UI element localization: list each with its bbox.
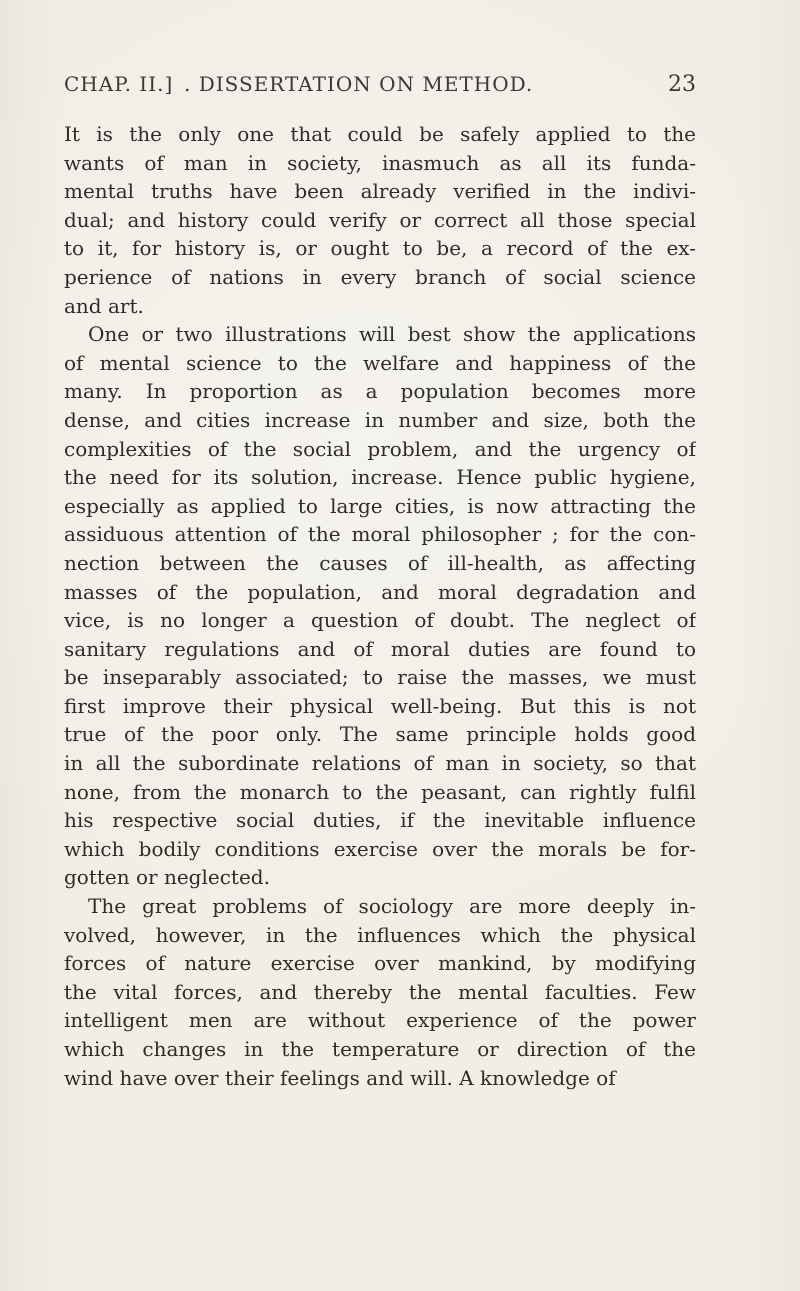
text-line: none, from the monarch to the peasant, can rightly fulfil [64, 779, 696, 804]
text-line: true of the poor only. The same principle holds good [64, 722, 696, 747]
running-header [64, 72, 696, 106]
text-line: assiduous attention of the moral philosopher ; for the con- [64, 522, 696, 547]
body-text [64, 120, 696, 1092]
text-line: dense, and cities increase in number and size, both the [64, 407, 696, 432]
text-line: gotten or neglected. [64, 865, 270, 890]
text-line: be inseparably associated; to raise the masses, we must [64, 665, 696, 690]
text-line: mental truths have been already verified in the indivi- [64, 179, 696, 204]
text-line: his respective social duties, if the inevitable influence [64, 808, 696, 833]
text-line: perience of nations in every branch of social science [64, 264, 696, 289]
chapter-reference: CHAP. II.] [64, 72, 174, 96]
text-line: wants of man in society, inasmuch as all its funda- [64, 150, 696, 175]
text-line: It is the only one that could be safely applied to the [64, 122, 696, 146]
text-line: complexities of the social problem, and the urgency of [64, 436, 696, 461]
text-line: dual; and history could verify or correct all those special [64, 207, 696, 232]
text-line: The great problems of sociology are more deeply in- [88, 894, 696, 919]
text-line: sanitary regulations and of moral duties are found to [64, 636, 696, 661]
text-line: many. In proportion as a population becomes more [64, 379, 696, 404]
text-line: to it, for history is, or ought to be, a record of the ex- [64, 236, 696, 261]
text-line: the need for its solution, increase. Hence public hygiene, [64, 465, 696, 490]
text-line: masses of the population, and moral degradation and [64, 579, 696, 604]
text-line: of mental science to the welfare and happiness of the [64, 350, 696, 375]
text-line: which bodily conditions exercise over the morals be for- [64, 836, 696, 861]
text-line: volved, however, in the influences which the physical [64, 922, 696, 947]
text-line: first improve their physical well-being. But this is not [64, 693, 696, 718]
paragraph-3 [64, 892, 696, 1092]
text-line: which changes in the temperature or direction of the [64, 1037, 696, 1061]
page-number: 23 [668, 72, 696, 97]
text-line: One or two illustrations will best show the applications [88, 322, 696, 347]
text-line: nection between the causes of ill-health, as affecting [64, 550, 696, 575]
text-line: and art. [64, 293, 144, 318]
text-line: wind have over their feelings and will. A knowledge of [64, 1065, 616, 1090]
text-line: in all the subordinate relations of man in society, so that [64, 751, 696, 776]
paragraph-1 [64, 120, 696, 320]
running-title: . DISSERTATION ON METHOD. [184, 72, 534, 96]
text-line: vice, is no longer a question of doubt. The neglect of [64, 608, 696, 633]
paragraph-2 [64, 320, 696, 892]
text-line: intelligent men are without experience of the power [64, 1008, 696, 1033]
text-line: especially as applied to large cities, is now attracting the [64, 493, 696, 518]
text-line: the vital forces, and thereby the mental faculties. Few [64, 979, 696, 1004]
text-line: forces of nature exercise over mankind, by modifying [64, 951, 696, 976]
